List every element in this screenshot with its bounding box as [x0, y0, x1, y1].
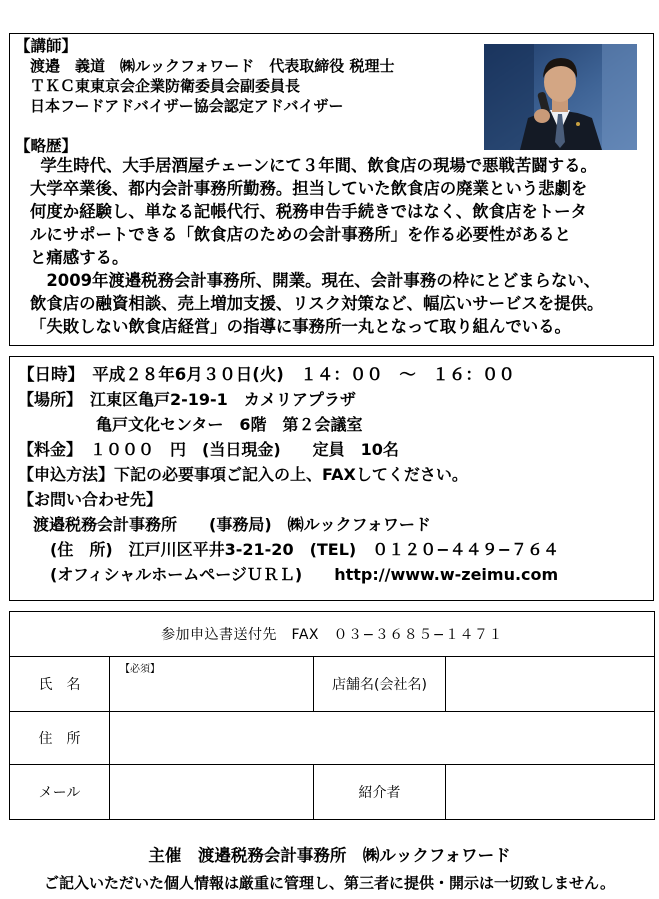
- history-line: 何度か経験し、単なる記帳代行、税務申告手続きではなく、飲食店をトータ: [30, 202, 587, 221]
- history-heading: 【略歴】: [15, 137, 78, 155]
- email-field[interactable]: [110, 765, 314, 820]
- lecturer-heading: 【講師】: [15, 37, 78, 55]
- event-apply-method: 【申込方法】下記の必要事項ご記入の上、FAXしてください。: [18, 465, 468, 484]
- event-contact-heading: 【お問い合わせ先】: [18, 490, 163, 509]
- referrer-field[interactable]: [446, 765, 655, 820]
- required-note: 【必須】: [120, 664, 160, 675]
- referrer-label: 紹介者: [314, 765, 446, 820]
- address-field[interactable]: [110, 712, 655, 765]
- history-line: 飲食店の融資相談、売上増加支援、リスク対策など、幅広いサービスを提供。: [30, 294, 604, 313]
- history-line: と痛感する。: [30, 248, 129, 267]
- lecturer-title-line: ＴＫＣ東東京会企業防衛委員会副委員長: [30, 77, 301, 95]
- history-line: ルにサポートできる「飲食店のための会計事務所」を作る必要性があると: [30, 225, 571, 244]
- event-contact-office: 渡邉税務会計事務所 (事務局) ㈱ルックフォワード: [33, 515, 431, 534]
- lecturer-name-line: 渡邉 義道 ㈱ルックフォワード 代表取締役 税理士: [30, 57, 395, 75]
- privacy-notice: ご記入いただいた個人情報は厳重に管理し、第三者に提供・開示は一切致しません。: [44, 874, 615, 892]
- organizer-line: 主催 渡邉税務会計事務所 ㈱ルックフォワード: [148, 846, 511, 865]
- event-contact-address: (住 所) 江戸川区平井3-21-20 (TEL) ０１２０−４４９−７６４: [50, 540, 560, 559]
- history-line: 大学卒業後、都内会計事務所勤務。担当していた飲食店の廃業という悲劇を: [30, 179, 588, 198]
- lecturer-photo: [484, 44, 637, 150]
- lecturer-photo-image: [484, 44, 637, 150]
- event-fee: 【料金】 １０００ 円 (当日現金) 定員 10名: [18, 440, 399, 459]
- name-field[interactable]: [110, 657, 314, 712]
- history-line: 「失敗しない飲食店経営」の指導に事務所一丸となって取り組んでいる。: [30, 317, 571, 336]
- history-line: 2009年渡邉税務会計事務所、開業。現在、会計事務の枠にとどまらない、: [30, 271, 601, 290]
- event-datetime: 【日時】 平成２８年6月３０日(火) １４：００ ～ １６：００: [18, 365, 515, 384]
- address-label: 住 所: [10, 712, 110, 765]
- application-form: [9, 611, 655, 820]
- store-field[interactable]: [446, 657, 655, 712]
- event-contact-url: (オフィシャルホームページＵＲＬ) http://www.w-zeimu.com: [50, 565, 559, 584]
- event-venue: 亀戸文化センター 6階 第２会議室: [96, 415, 363, 434]
- lecturer-cert-line: 日本フードアドバイザー協会認定アドバイザー: [30, 97, 344, 115]
- history-line: 学生時代、大手居酒屋チェーンにて３年間、飲食店の現場で悪戦苦闘する。: [24, 156, 597, 175]
- fax-header: 参加申込書送付先 FAX ０３−３６８５−１４７１: [10, 612, 655, 657]
- email-label: メール: [10, 765, 110, 820]
- event-place: 【場所】 江東区亀戸2-19-1 カメリアプラザ: [18, 390, 356, 409]
- name-label: 氏 名: [10, 657, 110, 712]
- store-label: 店舗名(会社名): [314, 657, 446, 712]
